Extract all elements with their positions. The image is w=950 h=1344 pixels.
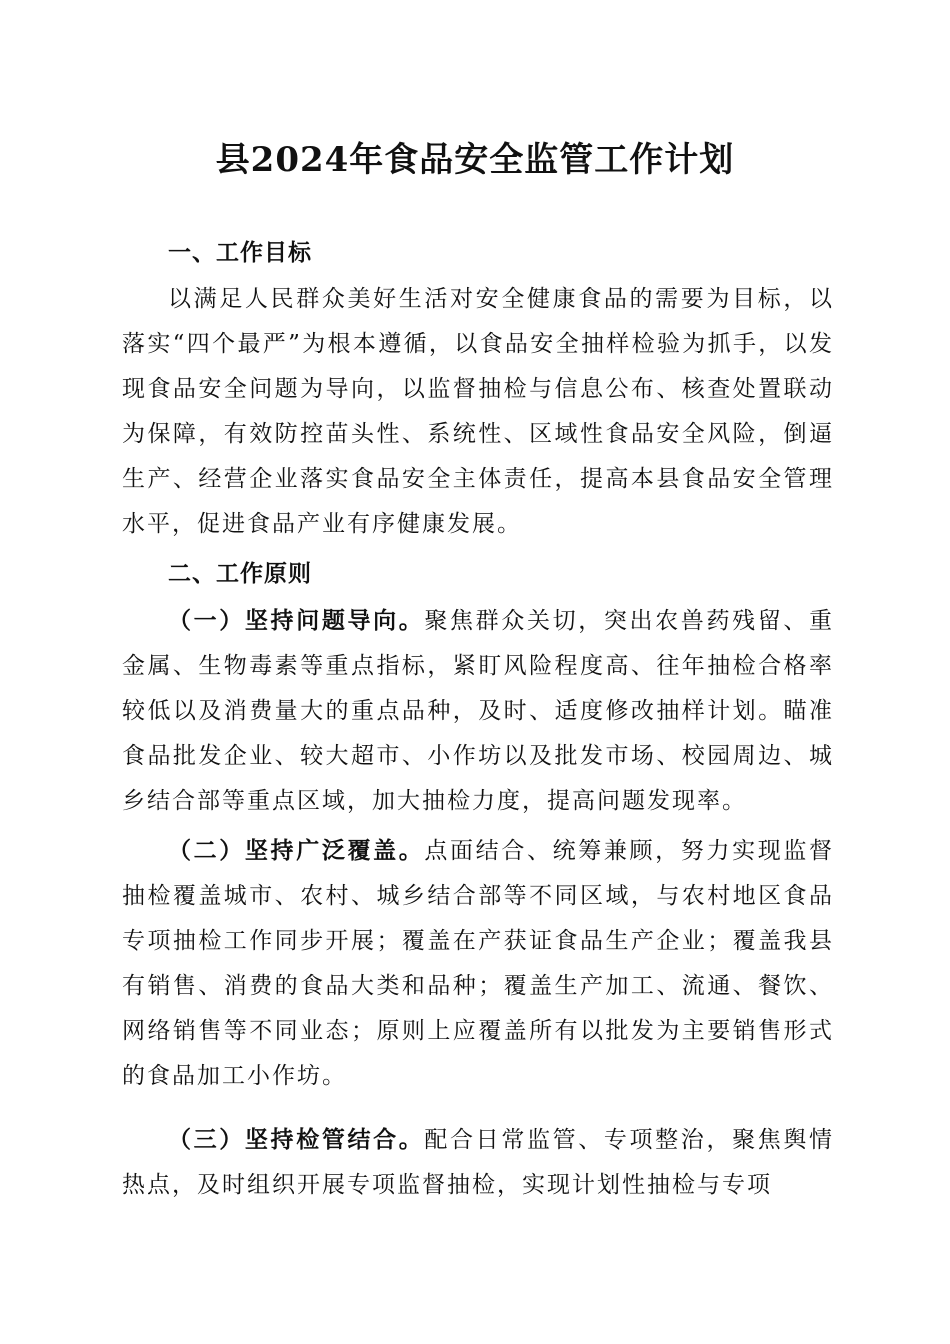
document-title: 县2024年食品安全监管工作计划	[215, 140, 735, 180]
principle-text-2: 点面结合、统筹兼顾，努力实现监督抽检覆盖城市、农村、城乡结合部等不同区域，与农村地区食品专项抽检工作同步开展；覆盖在产获证食品生产企业；覆盖我县有销售、消费的食品大类和品种；覆盖生产加工、流通、餐饮、网络销售等不同业态；原则上应覆盖所有以批发为主要销售形式的食品加工小作坊。	[122, 838, 835, 1089]
principle-paragraph-1	[122, 598, 834, 824]
principle-lead-3: （三）坚持检管结合。	[168, 1126, 425, 1153]
principle-paragraph-2	[122, 828, 834, 1099]
principle-text-1: 聚焦群众关切，突出农兽药残留、重金属、生物毒素等重点指标，紧盯风险程度高、往年抽检合格率较低以及消费量大的重点品种，及时、适度修改抽样计划。瞄准食品批发企业、较大超市、小作坊以及批发市场、校园周边、城乡结合部等重点区域，加大抽检力度，提高问题发现率。	[122, 608, 835, 814]
section-heading-principles: 二、工作原则	[168, 560, 312, 587]
principle-lead-2: （二）坚持广泛覆盖。	[168, 837, 425, 864]
document-body	[122, 234, 834, 1208]
principle-text-3: 配合日常监管、专项整治，聚焦舆情热点，及时组织开展专项监督抽检，实现计划性抽检与专项	[122, 1127, 835, 1198]
principle-paragraph-3	[122, 1117, 834, 1208]
principle-lead-1: （一）坚持问题导向。	[168, 607, 425, 634]
section-heading-goals: 一、工作目标	[168, 239, 312, 266]
goals-paragraph: 以满足人民群众美好生活对安全健康食品的需要为目标，以落实“四个最严”为根本遵循，以食品安全抽样检验为抓手，以发现食品安全问题为导向，以监督抽检与信息公布、核查处置联动为保障，有效防控苗头性、系统性、区域性食品安全风险，倒逼生产、经营企业落实食品安全主体责任，提高本县食品安全管理水平，促进食品产业有序健康发展。	[122, 286, 834, 537]
